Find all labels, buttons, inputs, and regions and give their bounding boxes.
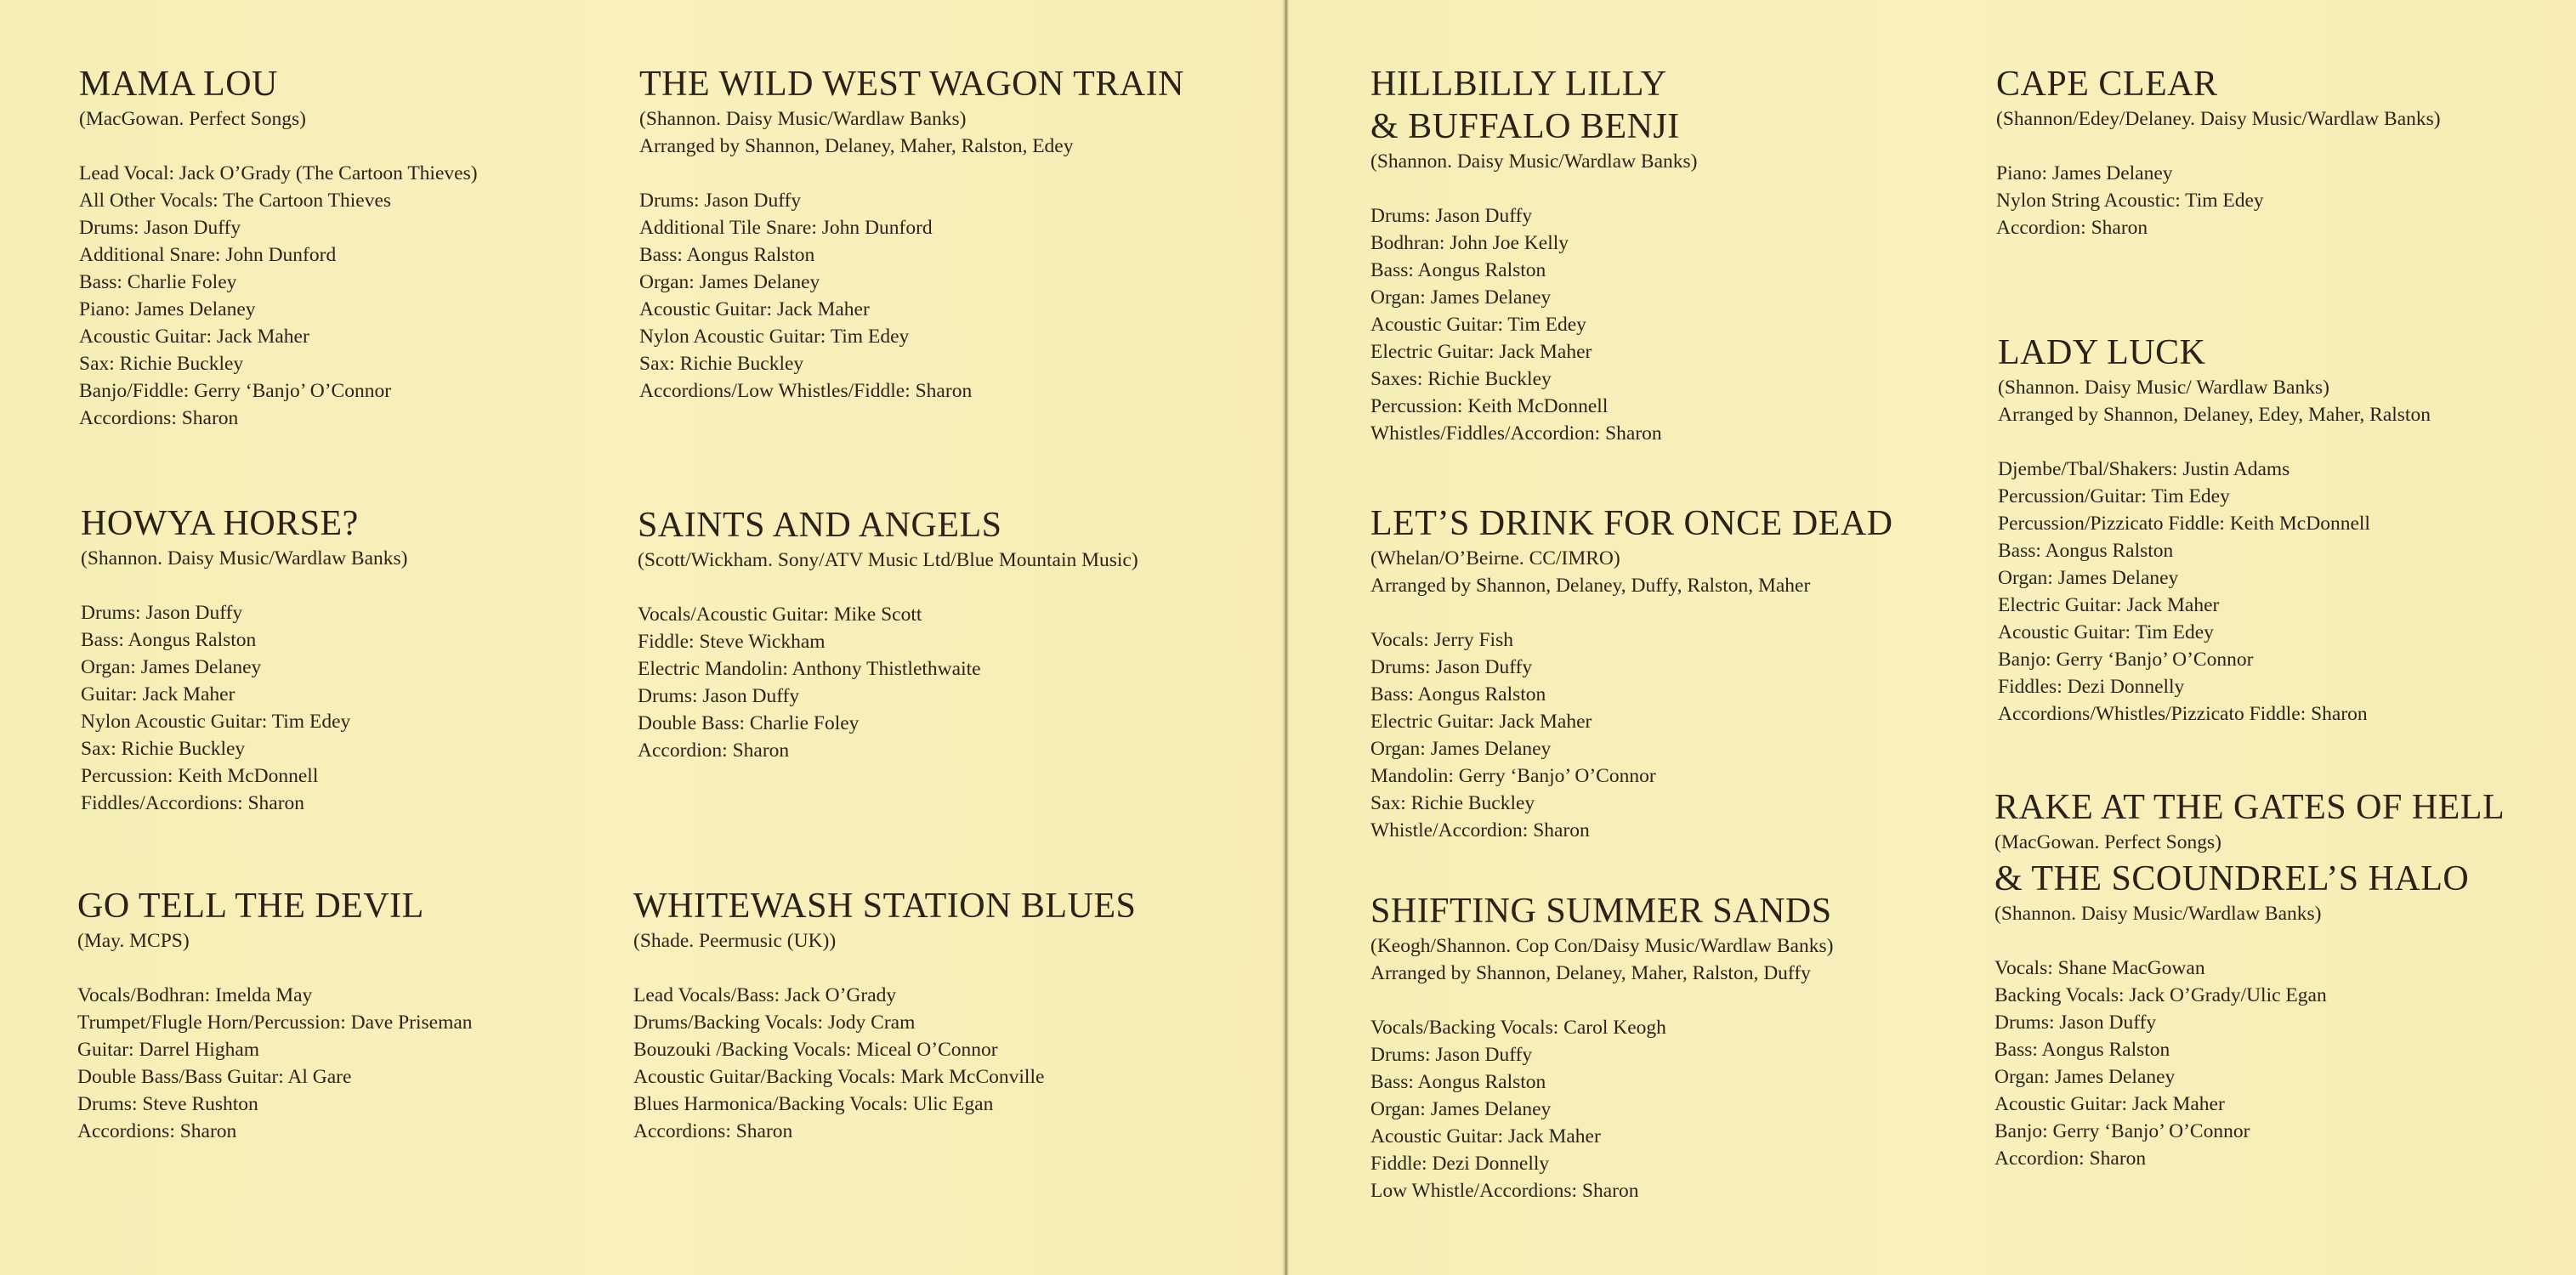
personnel-line: Backing Vocals: Jack O’Grady/Ulic Egan [1994,984,2327,1006]
song-publisher-credit: (May. MCPS) [77,930,190,952]
song-publisher-credit: (Shade. Peermusic (UK)) [633,930,837,952]
song-title-line-1: HILLBILLY LILLY [1370,65,1667,104]
song-publisher-credit: (MacGowan. Perfect Songs) [79,108,306,130]
personnel-line: Accordion: Sharon [1996,217,2148,239]
song-title: RAKE AT THE GATES OF HELL [1994,788,2505,827]
personnel-line: Drums: Jason Duffy [1994,1012,2157,1034]
personnel-line: Bodhran: John Joe Kelly [1370,232,1569,254]
song-title-second: & THE SCOUNDREL’S HALO [1994,859,2470,898]
song-publisher-credit: (MacGowan. Perfect Songs) [1994,831,2221,853]
song-title: SAINTS AND ANGELS [638,506,1002,545]
song-publisher-credit: (Scott/Wickham. Sony/ATV Music Ltd/Blue Mountain Music) [638,549,1138,571]
personnel-list [1370,1014,1906,1204]
song-publisher-credit: (Shannon. Daisy Music/Wardlaw Banks) [1370,150,1698,173]
personnel-line: Acoustic Guitar: Jack Maher [1370,1125,1601,1148]
personnel-line: Drums/Backing Vocals: Jody Cram [633,1012,916,1034]
personnel-line: Electric Guitar: Jack Maher [1370,341,1592,363]
personnel-line: Accordions/Low Whistles/Fiddle: Sharon [639,380,973,402]
song-rake-at-the-gates-of-hell [1994,786,2505,1172]
personnel-list [1996,160,2441,241]
song-saints-and-angels [638,504,1165,764]
personnel-line: Vocals/Backing Vocals: Carol Keogh [1370,1017,1666,1039]
personnel-line: Nylon Acoustic Guitar: Tim Edey [639,326,910,348]
personnel-line: Acoustic Guitar/Backing Vocals: Mark McConville [633,1066,1045,1088]
personnel-line: Additional Tile Snare: John Dunford [639,217,933,239]
personnel-line: Vocals/Bodhran: Imelda May [77,984,313,1006]
personnel-line: Lead Vocal: Jack O’Grady (The Cartoon Thieves) [79,162,478,184]
personnel-line: Acoustic Guitar: Jack Maher [1994,1093,2225,1115]
song-publisher-credit: (Whelan/O’Beirne. CC/IMRO) [1370,547,1620,570]
song-title: HOWYA HORSE? [81,504,359,543]
song-title: WHITEWASH STATION BLUES [633,887,1137,926]
personnel-line: Mandolin: Gerry ‘Banjo’ O’Connor [1370,765,1656,787]
personnel-list [79,160,478,432]
personnel-line: Vocals: Shane MacGowan [1994,957,2205,979]
personnel-line: Fiddle: Steve Wickham [638,631,826,653]
song-publisher-credit: (Shannon/Edey/Delaney. Daisy Music/Wardlaw Banks) [1996,108,2441,130]
personnel-line: Drums: Jason Duffy [1370,205,1533,227]
song-lady-luck [1998,332,2431,728]
personnel-list [77,982,473,1145]
personnel-line: Percussion: Keith McDonnell [1370,395,1609,417]
song-publisher-credit-second: (Shannon. Daisy Music/Wardlaw Banks) [1994,903,2322,925]
personnel-line: Trumpet/Flugle Horn/Percussion: Dave Priseman [77,1012,473,1034]
personnel-line: Organ: James Delaney [1370,286,1552,309]
personnel-line: Fiddle: Dezi Donnelly [1370,1153,1550,1175]
personnel-line: Organ: James Delaney [1370,738,1552,760]
song-shifting-summer-sands [1370,890,1906,1204]
song-cape-clear [1996,63,2441,241]
personnel-line: Whistle/Accordion: Sharon [1370,819,1590,842]
personnel-line: Acoustic Guitar: Jack Maher [79,326,309,348]
personnel-line: Organ: James Delaney [1998,567,2179,589]
personnel-line: Djembe/Tbal/Shakers: Justin Adams [1998,458,2290,480]
personnel-line: Drums: Jason Duffy [639,190,802,212]
personnel-line: Sax: Richie Buckley [639,353,804,375]
personnel-line: Organ: James Delaney [81,656,262,678]
personnel-line: Fiddles: Dezi Donnelly [1998,676,2185,698]
personnel-line: Organ: James Delaney [1370,1098,1552,1120]
personnel-list [1370,202,1698,447]
personnel-line: Accordions: Sharon [77,1120,237,1142]
personnel-line: Organ: James Delaney [639,271,820,293]
personnel-line: Guitar: Darrel Higham [77,1039,260,1061]
personnel-line: Percussion: Keith McDonnell [81,765,319,787]
personnel-list [638,601,1165,764]
song-arranged-by: Arranged by Shannon, Delaney, Edey, Maher, Ralston [1998,404,2431,426]
personnel-line: Bass: Aongus Ralston [81,629,257,651]
personnel-line: Bass: Aongus Ralston [1370,1071,1546,1093]
song-hillbilly-lilly [1370,63,1698,447]
song-title: MAMA LOU [79,65,278,104]
personnel-line: Bass: Aongus Ralston [1994,1039,2170,1061]
song-title: LADY LUCK [1998,333,2206,372]
personnel-line: Banjo/Fiddle: Gerry ‘Banjo’ O’Connor [79,380,392,402]
song-publisher-credit: (Keogh/Shannon. Cop Con/Daisy Music/Wardlaw Banks) Arranged by Shannon, Delaney, Maher, Ralston, Duffy [1370,935,1834,984]
personnel-line: Accordion: Sharon [638,740,790,762]
personnel-line: Percussion/Pizzicato Fiddle: Keith McDonnell [1998,513,2370,535]
song-title: THE WILD WEST WAGON TRAIN [639,65,1184,104]
personnel-line: Acoustic Guitar: Tim Edey [1998,621,2214,643]
personnel-line: Accordion: Sharon [1994,1148,2147,1170]
personnel-line: Accordions: Sharon [633,1120,793,1142]
personnel-list [81,599,408,817]
personnel-line: Bass: Aongus Ralston [1998,540,2174,562]
song-arranged-by: Arranged by Shannon, Delaney, Duffy, Ralston, Maher [1370,575,1811,597]
personnel-line: Accordions/Whistles/Pizzicato Fiddle: Sharon [1998,703,2368,725]
song-arranged-by: Arranged by Shannon, Delaney, Maher, Ralston, Edey [639,135,1074,157]
personnel-list [1994,955,2505,1172]
personnel-line: Lead Vocals/Bass: Jack O’Grady [633,984,897,1006]
personnel-line: All Other Vocals: The Cartoon Thieves [79,190,392,212]
personnel-line: Piano: James Delaney [1996,162,2173,184]
personnel-line: Guitar: Jack Maher [81,683,235,706]
personnel-line: Sax: Richie Buckley [1370,792,1535,814]
personnel-line: Drums: Jason Duffy [81,602,243,624]
song-title: SHIFTING SUMMER SANDS [1370,892,1832,931]
personnel-line: Bouzouki /Backing Vocals: Miceal O’Connor [633,1039,998,1061]
personnel-line: Electric Mandolin: Anthony Thistlethwaite [638,658,981,680]
song-lets-drink-for-once-dead [1370,502,1893,844]
personnel-line: Drums: Jason Duffy [79,217,241,239]
personnel-line: Additional Snare: John Dunford [79,244,337,266]
song-go-tell-the-devil [77,885,473,1145]
personnel-line: Low Whistle/Accordions: Sharon [1370,1180,1639,1202]
personnel-line: Electric Guitar: Jack Maher [1370,711,1592,733]
song-publisher-credit: (Shannon. Daisy Music/Wardlaw Banks) [81,547,408,570]
song-whitewash-station-blues [633,885,1136,1145]
personnel-line: Double Bass: Charlie Foley [638,712,860,734]
personnel-line: Drums: Jason Duffy [1370,1044,1533,1066]
song-wild-west-wagon-train [639,63,1184,405]
personnel-line: Piano: James Delaney [79,298,256,320]
personnel-line: Whistles/Fiddles/Accordion: Sharon [1370,422,1662,445]
personnel-line: Percussion/Guitar: Tim Edey [1998,485,2230,507]
song-title: GO TELL THE DEVIL [77,887,424,926]
personnel-list [1370,626,1893,844]
personnel-line: Drums: Jason Duffy [1370,656,1533,678]
personnel-line: Acoustic Guitar: Jack Maher [639,298,870,320]
personnel-line: Vocals/Acoustic Guitar: Mike Scott [638,604,922,626]
personnel-line: Banjo: Gerry ‘Banjo’ O’Connor [1994,1120,2250,1142]
personnel-line: Electric Guitar: Jack Maher [1998,594,2220,616]
song-publisher-credit: (Shannon. Daisy Music/Wardlaw Banks) [639,108,967,130]
song-title: LET’S DRINK FOR ONCE DEAD [1370,504,1893,543]
personnel-line: Saxes: Richie Buckley [1370,368,1552,390]
personnel-line: Banjo: Gerry ‘Banjo’ O’Connor [1998,649,2254,671]
personnel-list [639,187,1184,405]
personnel-line: Acoustic Guitar: Tim Edey [1370,314,1586,336]
song-publisher-credit: (Shannon. Daisy Music/ Wardlaw Banks) [1998,377,2329,399]
personnel-line: Bass: Aongus Ralston [1370,683,1546,706]
personnel-line: Blues Harmonica/Backing Vocals: Ulic Egan [633,1093,994,1115]
personnel-list [633,982,1136,1145]
personnel-line: Drums: Steve Rushton [77,1093,258,1115]
personnel-line: Nylon Acoustic Guitar: Tim Edey [81,711,351,733]
personnel-line: Bass: Charlie Foley [79,271,237,293]
personnel-line: Sax: Richie Buckley [79,353,244,375]
booklet-fold [1282,0,1289,1275]
song-title: CAPE CLEAR [1996,65,2218,104]
personnel-line: Bass: Aongus Ralston [639,244,815,266]
personnel-line: Drums: Jason Duffy [638,685,800,707]
personnel-line: Double Bass/Bass Guitar: Al Gare [77,1066,352,1088]
song-title-line-2: & BUFFALO BENJI [1370,107,1680,146]
song-howya-horse [81,502,408,817]
personnel-line: Organ: James Delaney [1994,1066,2176,1088]
personnel-line: Nylon String Acoustic: Tim Edey [1996,190,2264,212]
personnel-line: Fiddles/Accordions: Sharon [81,792,305,814]
personnel-list [1998,456,2431,728]
personnel-line: Sax: Richie Buckley [81,738,246,760]
personnel-line: Vocals: Jerry Fish [1370,629,1513,651]
song-mama-lou [79,63,478,432]
personnel-line: Accordions: Sharon [79,407,239,429]
personnel-line: Bass: Aongus Ralston [1370,259,1546,281]
